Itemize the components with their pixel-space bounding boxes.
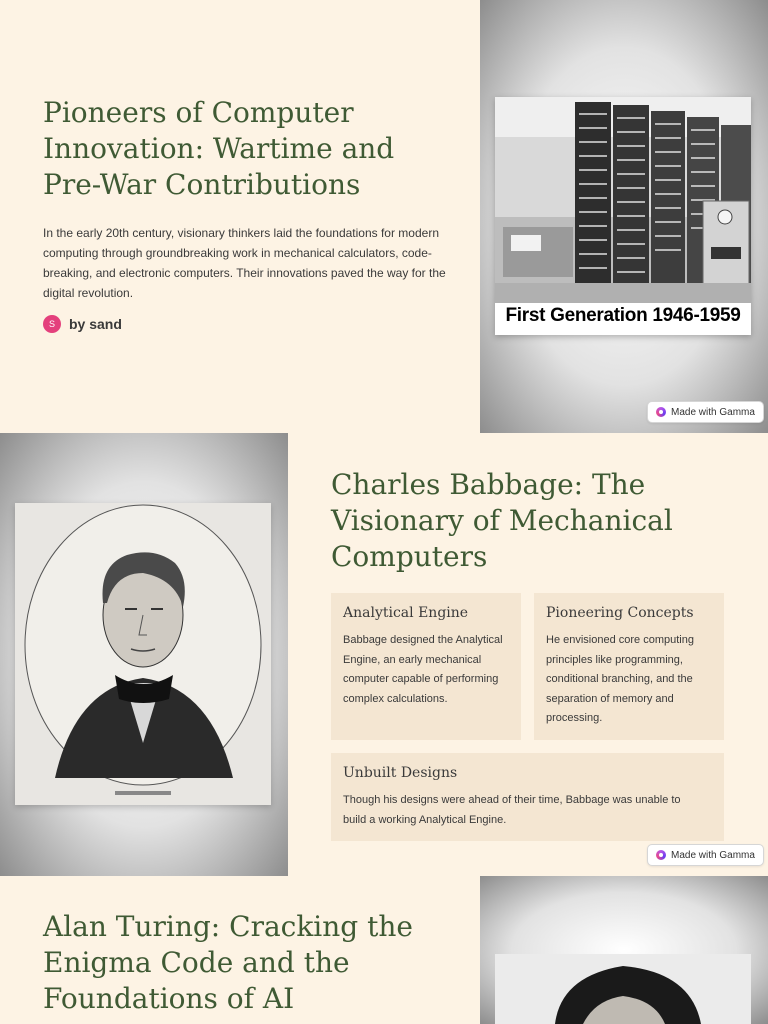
gamma-logo-icon (656, 407, 666, 417)
card-text: He envisioned core computing principles like programming, conditional branching, and the separation of memory and processing. (546, 634, 694, 724)
card-analytical-engine (331, 593, 521, 740)
intro-paragraph: In the early 20th century, visionary thinkers laid the foundations for modern computing through groundbreaking work in mechanical calculators, code- breaking, and electronic computers. Their innovations paved the way for the digital revolution. (43, 226, 446, 300)
turing-photo (495, 954, 751, 1024)
portrait-illustration (15, 503, 271, 805)
card-text: Babbage designed the Analytical Engine, an early mechanical computer capable of performing complex calculations. (343, 634, 503, 705)
slide-title: Alan Turing: Cracking the Enigma Code and the Foundations of AI (43, 910, 413, 1015)
slide-turing (0, 876, 768, 1024)
photo-panel (0, 433, 288, 876)
card-text: Though his designs were ahead of their time, Babbage was unable to build a working Analytical Engine. (343, 794, 681, 826)
slide-title: Charles Babbage: The Visionary of Mechanical Computers (331, 468, 673, 573)
title-line: Pioneers of Computer (43, 96, 354, 129)
card-title: Analytical Engine (343, 605, 469, 621)
title-line: Pre-War Contributions (43, 168, 361, 201)
photo-caption: First Generation 1946-1959 (505, 305, 741, 326)
card-title: Pioneering Concepts (546, 605, 694, 621)
card-unbuilt-designs (331, 753, 724, 841)
made-with-gamma-badge[interactable]: Made with Gamma (647, 401, 764, 423)
photo-panel (480, 876, 768, 1024)
slide-pioneers (0, 0, 768, 433)
gamma-logo-icon (656, 850, 666, 860)
eniac-photo (495, 97, 751, 335)
photo-panel (480, 0, 768, 433)
portrait-illustration (495, 954, 751, 1024)
title-line: Innovation: Wartime and (43, 132, 395, 165)
babbage-engraving (15, 503, 271, 805)
made-with-gamma-badge[interactable]: Made with Gamma (647, 844, 764, 866)
computer-racks-illustration (495, 97, 751, 303)
author-byline (43, 315, 122, 333)
slide-babbage (0, 433, 768, 876)
avatar: S (43, 315, 61, 333)
slide-title (43, 95, 443, 203)
card-pioneering-concepts (534, 593, 724, 740)
card-title: Unbuilt Designs (343, 765, 458, 781)
author-name: by sand (69, 316, 122, 332)
